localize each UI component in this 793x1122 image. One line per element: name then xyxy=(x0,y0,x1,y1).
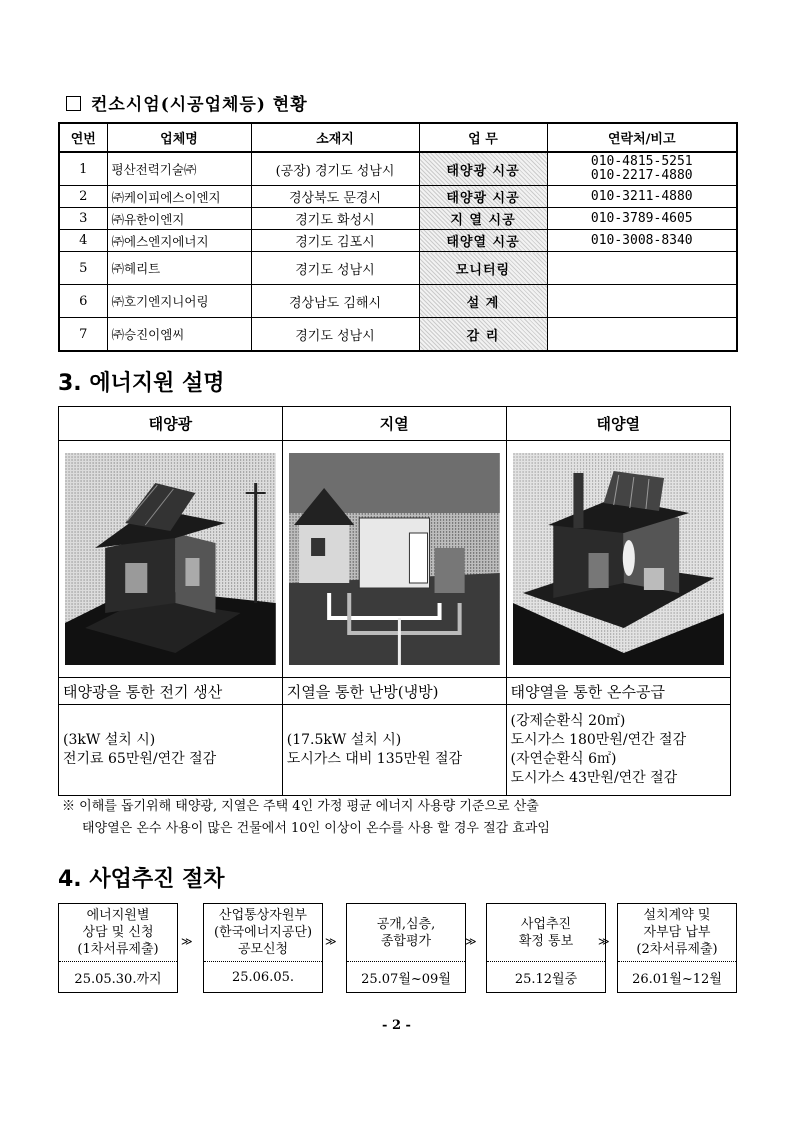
step-title-text: 사업추진 확정 통보 xyxy=(518,916,574,949)
step-title-text: 산업통상자원부 (한국에너지공단) 공모신청 xyxy=(213,908,313,957)
solar-pv-house-image xyxy=(65,453,276,665)
step-title xyxy=(59,904,177,962)
row-location: 경상북도 문경시 xyxy=(251,186,419,208)
row-contact: 010-3789-4605 xyxy=(547,208,737,230)
energy-notes xyxy=(62,796,550,840)
row-company: ㈜헤리트 xyxy=(107,252,251,285)
row-location: (공장) 경기도 성남시 xyxy=(251,152,419,186)
step-date: 25.12월중 xyxy=(514,971,578,987)
col-header-location: 소재지 xyxy=(251,123,419,152)
row-company: ㈜호기엔지니어링 xyxy=(107,285,251,318)
saving-line: (17.5kW 설치 시) xyxy=(286,732,402,748)
row-contact-line1: 010-4815-5251 xyxy=(590,154,693,169)
step-date: 25.07월~09월 xyxy=(361,971,451,987)
col-header-company: 업체명 xyxy=(107,123,251,152)
saving-line: (3kW 설치 시) xyxy=(63,732,156,748)
energy-image-row xyxy=(59,441,731,678)
row-task: 태양열 시공 xyxy=(419,230,547,252)
consortium-heading xyxy=(66,90,308,115)
row-location: 경기도 화성시 xyxy=(251,208,419,230)
table-row xyxy=(59,186,737,208)
step-title-text: 에너지원별 상담 및 신청 (1차서류제출) xyxy=(77,908,159,957)
step-title xyxy=(487,904,605,962)
energy-table xyxy=(58,406,731,796)
col-header-contact: 연락처/비고 xyxy=(547,123,737,152)
step-date: 25.05.30.까지 xyxy=(74,971,162,987)
row-contact xyxy=(547,252,737,285)
consortium-table xyxy=(58,122,738,352)
row-company: ㈜승진이엠씨 xyxy=(107,318,251,352)
solar-pv-saving xyxy=(59,705,283,796)
row-contact xyxy=(547,152,737,186)
double-arrow-icon: ≫ xyxy=(181,935,190,948)
energy-col-solar-thermal: 태양열 xyxy=(506,407,730,441)
table-row xyxy=(59,318,737,352)
process-step-1 xyxy=(58,903,178,993)
row-task: 모니터링 xyxy=(419,252,547,285)
solar-thermal-saving xyxy=(506,705,730,796)
geothermal-house-image xyxy=(289,453,500,665)
saving-line: (강제순환식 20㎡) xyxy=(510,713,626,729)
energy-heading: 3. 에너지원 설명 xyxy=(58,371,225,396)
row-location: 경기도 성남시 xyxy=(251,252,419,285)
checkbox-icon xyxy=(66,96,81,111)
row-task: 지 열 시공 xyxy=(419,208,547,230)
row-location: 경상남도 김해시 xyxy=(251,285,419,318)
step-title-text: 설치계약 및 자부담 납부 (2차서류제출) xyxy=(636,908,718,957)
process-step-2 xyxy=(203,903,323,993)
solar-pv-caption: 태양광을 통한 전기 생산 xyxy=(59,678,283,705)
row-contact-line2: 010-2217-4880 xyxy=(590,168,693,183)
solar-thermal-caption: 태양열을 통한 온수공급 xyxy=(506,678,730,705)
table-row xyxy=(59,230,737,252)
row-task: 태양광 시공 xyxy=(419,152,547,186)
consortium-heading-text: 컨소시엄(시공업체등) 현황 xyxy=(91,95,308,115)
row-no: 1 xyxy=(59,152,107,186)
energy-col-geothermal: 지열 xyxy=(282,407,506,441)
row-location: 경기도 김포시 xyxy=(251,230,419,252)
geothermal-caption: 지열을 통한 난방(냉방) xyxy=(282,678,506,705)
geothermal-saving xyxy=(282,705,506,796)
row-company: ㈜에스엔지에너지 xyxy=(107,230,251,252)
process-step-5 xyxy=(617,903,737,993)
consortium-header-row xyxy=(59,123,737,152)
row-task: 태양광 시공 xyxy=(419,186,547,208)
table-row xyxy=(59,208,737,230)
energy-col-solar-pv: 태양광 xyxy=(59,407,283,441)
solar-pv-image-cell xyxy=(59,441,283,678)
row-no: 2 xyxy=(59,186,107,208)
row-contact xyxy=(547,285,737,318)
energy-header-row xyxy=(59,407,731,441)
row-task: 감 리 xyxy=(419,318,547,352)
row-contact: 010-3008-8340 xyxy=(547,230,737,252)
step-title-text: 공개,심층, 종합평가 xyxy=(376,916,436,949)
note-line-1: ※ 이해를 돕기위해 태양광, 지열은 주택 4인 가정 평균 에너지 사용량 기준으로 산출 xyxy=(62,799,539,814)
note-line-2: 태양열은 온수 사용이 많은 건물에서 10인 이상이 온수를 사용 할 경우 절감 효과임 xyxy=(82,821,550,836)
step-title xyxy=(618,904,736,962)
double-arrow-icon: ≫ xyxy=(598,935,607,948)
step-date: 26.01월~12월 xyxy=(632,971,722,987)
saving-line: 도시가스 180만원/연간 절감 xyxy=(510,732,687,748)
saving-line: (자연순환식 6㎡) xyxy=(510,751,617,767)
row-no: 3 xyxy=(59,208,107,230)
step-title xyxy=(347,904,465,962)
row-no: 6 xyxy=(59,285,107,318)
double-arrow-icon: ≫ xyxy=(465,935,474,948)
row-task: 설 계 xyxy=(419,285,547,318)
saving-line: 도시가스 대비 135만원 절감 xyxy=(286,751,463,767)
table-row xyxy=(59,152,737,186)
process-step-3 xyxy=(346,903,466,993)
energy-caption-row xyxy=(59,678,731,705)
energy-saving-row xyxy=(59,705,731,796)
step-date: 25.06.05. xyxy=(231,969,295,985)
geothermal-image-cell xyxy=(282,441,506,678)
saving-line: 도시가스 43만원/연간 절감 xyxy=(510,770,678,786)
row-no: 7 xyxy=(59,318,107,352)
row-company: ㈜유한이엔지 xyxy=(107,208,251,230)
row-company: ㈜케이피에스이엔지 xyxy=(107,186,251,208)
row-no: 5 xyxy=(59,252,107,285)
double-arrow-icon: ≫ xyxy=(325,935,334,948)
process-step-4 xyxy=(486,903,606,993)
table-row xyxy=(59,285,737,318)
row-location: 경기도 성남시 xyxy=(251,318,419,352)
solar-thermal-image-cell xyxy=(506,441,730,678)
col-header-no: 연번 xyxy=(59,123,107,152)
table-row xyxy=(59,252,737,285)
col-header-task: 업 무 xyxy=(419,123,547,152)
solar-thermal-house-image xyxy=(513,453,724,665)
row-contact: 010-3211-4880 xyxy=(547,186,737,208)
process-heading: 4. 사업추진 절차 xyxy=(58,867,225,892)
saving-line: 전기료 65만원/연간 절감 xyxy=(63,751,217,767)
step-title xyxy=(204,904,322,962)
row-company: 평산전력기술㈜ xyxy=(107,152,251,186)
row-contact xyxy=(547,318,737,352)
page-number: - 2 - xyxy=(382,1018,411,1033)
row-no: 4 xyxy=(59,230,107,252)
